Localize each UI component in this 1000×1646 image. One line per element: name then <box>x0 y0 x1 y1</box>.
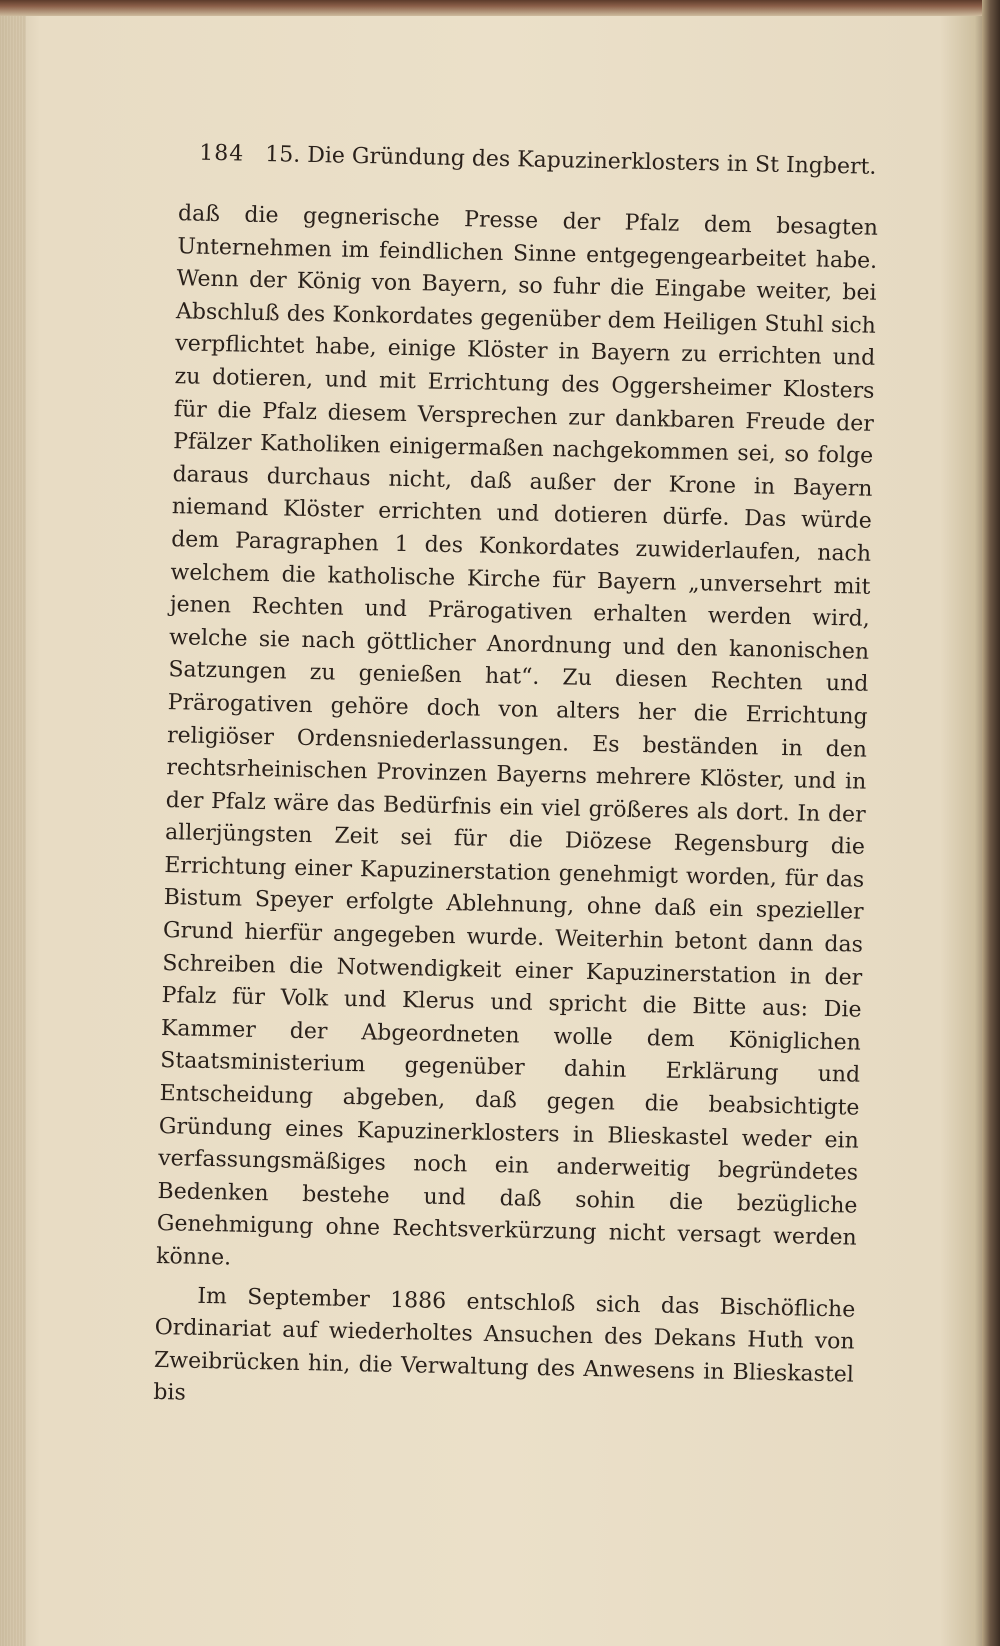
running-header <box>199 141 880 195</box>
paragraph-2: Im September 1886 entschloß sich das Bischöfliche Ordinariat auf wiederholtes Ansuchen des Dekans Huth von Zweibrücken hin, die Verwaltung des Anwesens in Blieskastel bis <box>153 1283 856 1406</box>
page-content <box>140 120 915 1555</box>
paragraph-1: daß die gegnerische Presse der Pfalz dem besagten Unternehmen im feindlichen Sinne entgegengearbeitet habe. Wenn der König von Bayern, so fuhr die Eingabe weiter, bei Abschluß des Konkordates gegenüber dem Heiligen Stuhl sich verpflichtet habe, einige Klöster in Bayern zu errichten und zu dotieren, und mit Errichtung des Oggersheimer Klosters für die Pfalz diesem Versprechen zur dankbaren Freude der Pfälzer Katholiken einigermaßen nachgekommen sei, so folge daraus durchaus nicht, daß außer der Krone in Bayern niemand Klöster errichten und dotieren dürfe. Das würde dem Paragraphen 1 des Konkordates zuwiderlaufen, nach welchem die katholische Kirche für Bayern „unversehrt mit jenen Rechten und Prärogativen erhalten werden wird, welche sie nach göttlicher Anordnung und den kanonischen Satzungen zu genießen hat“. Zu diesen Rechten und Prärogativen gehöre doch von alters her die Errichtung religiöser Ordensniederlassungen. Es beständen in den rechtsrheinischen Provinzen Bayerns mehrere Klöster, und in der Pfalz wäre das Bedürfnis ein viel größeres als dort. In der allerjüngsten Zeit sei für die Diözese Regensburg die Errichtung einer Kapuzinerstation genehmigt worden, für das Bistum Speyer erfolgte Ablehnung, ohne daß ein spezieller Grund hierfür angegeben wurde. Weiterhin betont dann das Schreiben die Notwendigkeit einer Kapuzinerstation in der Pfalz für Volk und Klerus und spricht die Bitte aus: Die Kammer der Abgeordneten wolle dem Königlichen Staatsministerium gegenüber dahin Erklärung und Entscheidung abgeben, daß gegen die beabsichtigte Gründung eines Kapuzinerklosters in Blieskastel weder ein verfassungsmäßiges noch ein anderweitig begründetes Bedenken bestehe und daß sohin die bezügliche Genehmigung ohne Rechtsverkürzung nicht versagt werden könne. <box>155 201 879 1271</box>
book-binding-edge <box>0 0 26 1646</box>
page-number: 184 <box>199 140 245 167</box>
body-text <box>153 198 878 1424</box>
running-title: 15. Die Gründung des Kapuzinerklosters in St Ingbert. <box>265 142 877 180</box>
book-cover-top-edge <box>0 0 1000 16</box>
book-cover-right-edge <box>982 0 1000 1646</box>
